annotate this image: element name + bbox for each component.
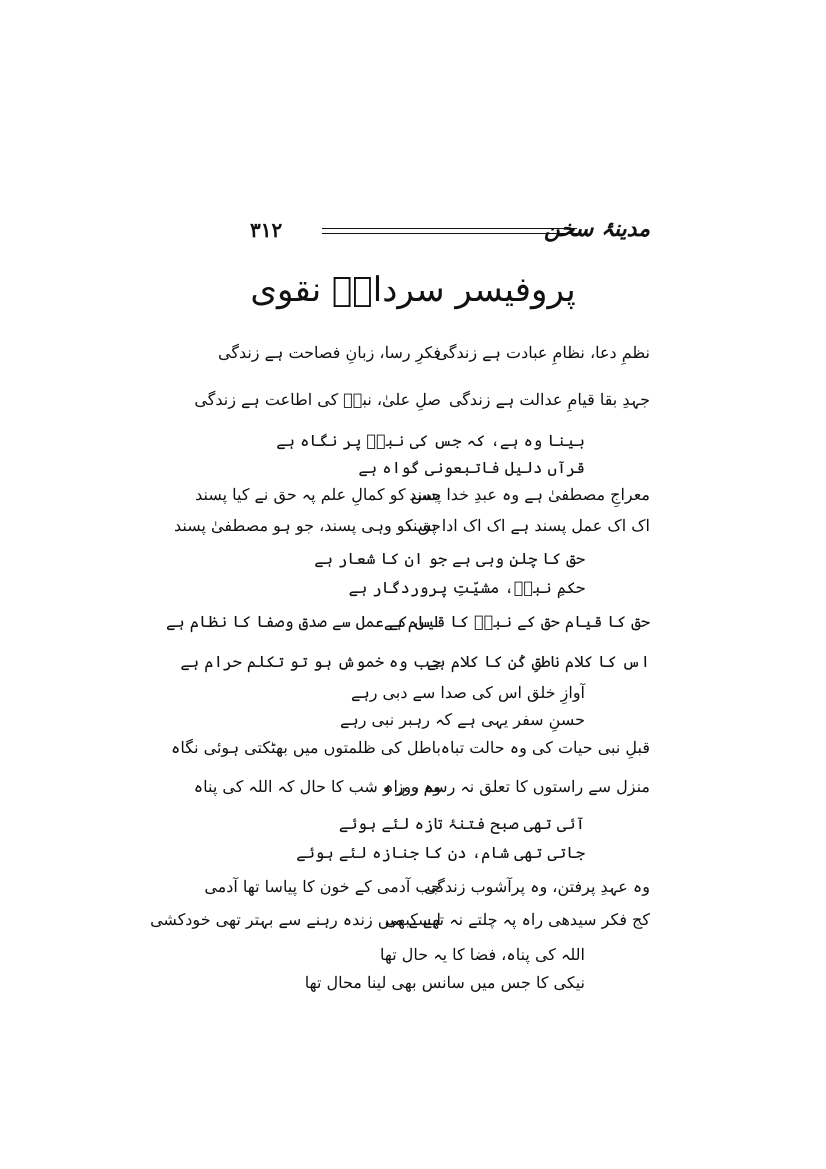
hemistich-right: وہ عہدِ پرفتن، وہ پرآشوب زندگی (423, 877, 650, 896)
tail-line: بینا وہ ہے، کہ جس کی نبیؐ پر نگاہ ہے (276, 431, 585, 450)
hemistich-left: جب وہ خموش ہو تو تکلم حرام ہے (180, 652, 441, 671)
hemistich-left: صلِ علیٰ، نبیؐ کی اطاعت ہے زندگی (194, 390, 441, 409)
tail-line: قرآں دلیل فاتبعونی گواہ ہے (358, 458, 585, 477)
book-title: مدینۂ سخن (543, 216, 650, 242)
tail-line: آئی تھی صبح فتنۂ تازہ لئے ہوئے (338, 814, 585, 833)
hemistich-left: اس کے عمل سے صدق وصفا کا نظام ہے (165, 612, 441, 631)
hemistich-left: فکرِ رسا، زبانِ فصاحت ہے زندگی (218, 343, 441, 362)
hemistich-left: جب آدمی کے خون کا پیاسا تھا آدمی (204, 877, 441, 896)
hemistich-right: قبلِ نبی حیات کی وہ حالت تباہ (440, 738, 650, 757)
hemistich-left: ایسے میں زندہ رہنے سے بہتر تھی خودکشی (150, 910, 441, 929)
hemistich-right: منزل سے راستوں کا تعلق نہ رسم و راہ (384, 777, 650, 796)
hemistich-right: اک اک عمل پسند ہے اک اک ادا پسند (404, 516, 650, 535)
tail-line: جاتی تھی شام، دن کا جنازہ لئے ہوئے (296, 843, 585, 862)
hemistich-right: جہدِ بقا قیامِ عدالت ہے زندگی (448, 390, 650, 409)
tail-line: آوازِ خلق اس کی صدا سے دبی رہے (350, 683, 585, 702)
tail-line: حکمِ نبیؐ، مشیّتِ پروردگار ہے (348, 578, 585, 597)
poet-name: پروفیسر سردارؔ نقوی (250, 270, 576, 310)
hemistich-right: نظمِ دعا، نظامِ عبادت ہے زندگی (435, 343, 650, 362)
hemistich-right: معراجِ مصطفیٰ ہے وہ عبدِ خدا پسند (409, 485, 650, 504)
hemistich-left: باطل کی ظلمتوں میں بھٹکتی ہوئی نگاہ (171, 738, 441, 757)
hemistich-left: وہ روز و شب کا حال کہ اللہ کی پناہ (193, 777, 441, 796)
tail-line: حق کا چلن وہی ہے جو ان کا شعار ہے (314, 549, 585, 568)
tail-line: اللہ کی پناہ، فضا کا یہ حال تھا (379, 945, 585, 964)
hemistich-right: کج فکر سیدھی راہ پہ چلتے نہ تھے کبھی (384, 910, 650, 929)
hemistich-right: حق کا قیام حق کے نبیؐ کا قیام ہے (383, 612, 650, 631)
page-number: ۳۱۲ (250, 218, 283, 242)
hemistich-right: اس کا کلام ناطقِ کُن کا کلام ہے (426, 652, 650, 671)
hemistich-left: جس کو کمالِ علم پہ حق نے کیا پسند (195, 485, 441, 504)
tail-line: حسنِ سفر یہی ہے کہ رہبر نبی رہے (339, 710, 585, 729)
hemistich-left: حق کو وہی پسند، جو ہو مصطفیٰ پسند (173, 516, 441, 535)
tail-line: نیکی کا جس میں سانس بھی لینا محال تھا (304, 973, 585, 992)
